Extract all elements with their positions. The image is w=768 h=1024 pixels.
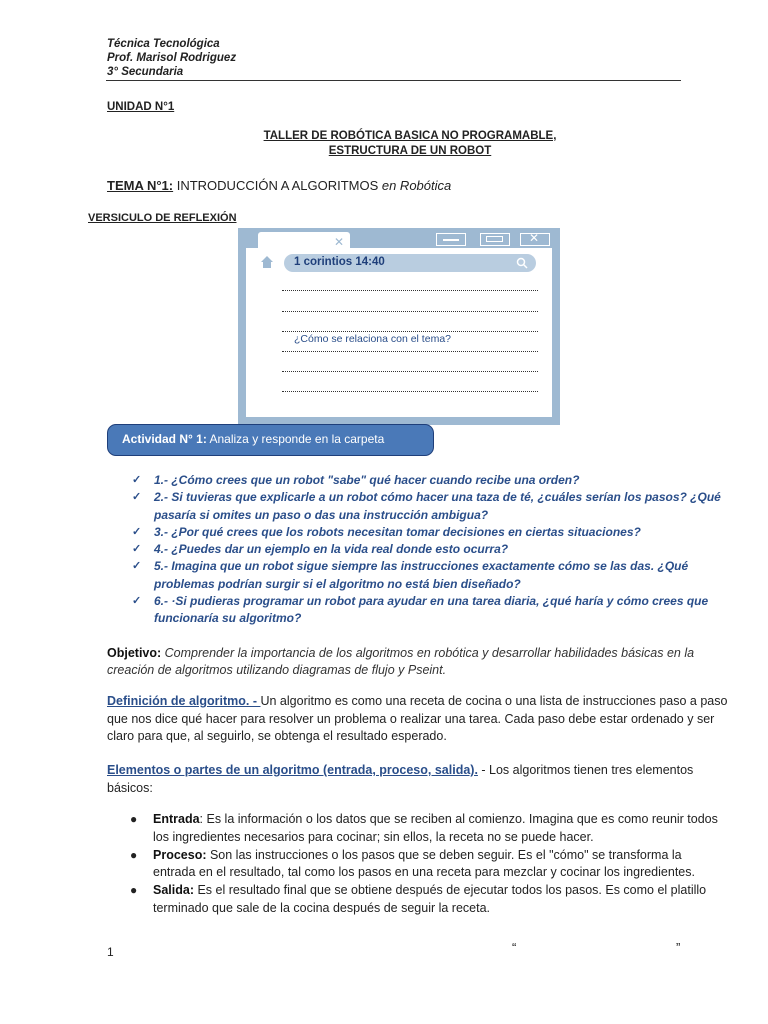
answer-line: [282, 311, 538, 312]
topic-italic: en Robótica: [381, 178, 452, 193]
question-item: ✓ 3.- ¿Por qué crees que los robots necesitan tomar decisiones en ciertas situaciones?: [132, 524, 752, 541]
header-divider: [106, 80, 681, 81]
browser-tabbar: [246, 228, 552, 248]
objective-paragraph: [107, 645, 727, 679]
bullet-icon: ●: [130, 883, 138, 898]
search-icon: [516, 257, 528, 269]
answer-line: [282, 331, 538, 332]
list-item: ● Entrada: Es la información o los datos que se reciben al comienzo. Imagina que es como reunir todos los ingredientes necesarios para cocinar; sin ellos, la receta no se puede hacer.: [130, 812, 718, 844]
workshop-title-line1: TALLER DE ROBÓTICA BASICA NO PROGRAMABLE,: [263, 130, 557, 142]
page-number: 1: [107, 945, 114, 959]
window-close-glyph: ✕: [528, 231, 540, 245]
elements-text: - Los algoritmos tienen tres elementos básicos:: [107, 763, 694, 795]
workshop-title-line2: ESTRUCTURA DE UN ROBOT: [328, 145, 492, 157]
definition-paragraph: [107, 693, 737, 746]
topic-text: INTRODUCCIÓN A ALGORITMOS: [173, 178, 382, 193]
activity-banner: [107, 424, 434, 456]
activity-instruction: Analiza y responde en la carpeta: [206, 432, 385, 446]
activity-label: Actividad N° 1:: [122, 432, 207, 446]
minimize-icon: [436, 233, 466, 246]
question-item: ✓ 1.- ¿Cómo crees que un robot "sabe" qué hacer cuando recibe una orden?: [132, 472, 752, 489]
answer-line: [282, 391, 538, 392]
maximize-icon: [480, 233, 510, 246]
activity-text: [122, 432, 384, 446]
check-icon: ✓: [132, 543, 142, 556]
check-icon: ✓: [132, 595, 142, 608]
topic-label: TEMA N°1:: [107, 178, 174, 193]
elements-list: [107, 811, 727, 918]
home-icon: [260, 255, 274, 269]
list-item: ● Proceso: Son las instrucciones o los pasos que se deben seguir. Es el "cómo" se transforma la entrada en el resultado, tal como los pasos en una receta para mezclar y cocinar los ingredientes.: [130, 847, 695, 880]
address-text: 1 corintios 14:40: [294, 256, 385, 268]
elements-paragraph: [107, 762, 737, 797]
check-icon: ✓: [132, 474, 142, 486]
answer-line: [282, 351, 538, 352]
address-bar: [284, 254, 536, 272]
verse-heading: VERSICULO DE REFLEXIÓN: [88, 212, 237, 224]
question-list: [132, 472, 752, 628]
reflection-question: ¿Cómo se relaciona con el tema?: [294, 333, 451, 345]
answer-line: [282, 371, 538, 372]
check-icon: ✓: [132, 525, 142, 538]
definition-title: Definición de algoritmo. -: [107, 694, 261, 708]
bullet-icon: ●: [130, 812, 138, 826]
footer-quote-close: ”: [676, 940, 681, 955]
header-teacher: Prof. Marisol Rodriguez: [107, 52, 237, 64]
question-item: ✓ 6.- ·Si pudieras programar un robot para ayudar en una tarea diaria, ¿qué haría y cómo crees que funcionaría su algoritmo?: [132, 594, 709, 626]
bullet-icon: ●: [130, 847, 138, 862]
list-item: ● Salida: Es el resultado final que se obtiene después de ejecutar todos los pasos. Es como el platillo terminado que sale de la cocina después de seguir la receta.: [130, 883, 707, 915]
footer-quote-open: “: [512, 940, 517, 955]
question-item: ✓ 5.- Imagina que un robot sigue siempre las instrucciones exactamente cómo se las das. ¿Qué problemas podrían surgir si el algoritmo no está bien diseñado?: [132, 559, 689, 591]
definition-text: Un algoritmo es como una receta de cocina o una lista de instrucciones paso a paso que nos dice qué hacer para resolver un problema o realizar una tarea. Cada paso debe estar ordenado y ser claro para que, al seguirlo, se obtenga el resultado esperado.: [107, 694, 728, 743]
header-grade: 3° Secundaria: [107, 66, 184, 78]
unit-title: UNIDAD N°1: [107, 101, 175, 113]
browser-illustration: [238, 228, 560, 425]
elements-title: Elementos o partes de un algoritmo (entrada, proceso, salida).: [107, 763, 478, 777]
answer-line: [282, 290, 538, 291]
tab-close-icon: ✕: [334, 235, 345, 249]
browser-body: [246, 228, 552, 417]
browser-tab: [258, 232, 350, 248]
check-icon: ✓: [132, 560, 142, 573]
question-item: ✓ 2.- Si tuvieras que explicarle a un robot cómo hacer una taza de té, ¿cuáles serían los pasos? ¿Qué pasaría si omites un paso o das una instrucción ambigua?: [132, 490, 721, 522]
objective-label: Objetivo:: [107, 646, 162, 660]
topic-heading: [107, 178, 451, 193]
check-icon: ✓: [132, 491, 142, 504]
objective-text: Comprender la importancia de los algoritmos en robótica y desarrollar habilidades básicas en la creación de algoritmos utilizando diagramas de flujo y Pseint.: [107, 646, 695, 677]
question-item: ✓ 4.- ¿Puedes dar un ejemplo en la vida real donde esto ocurra?: [132, 541, 752, 558]
header-subject: Técnica Tecnológica: [107, 38, 220, 50]
